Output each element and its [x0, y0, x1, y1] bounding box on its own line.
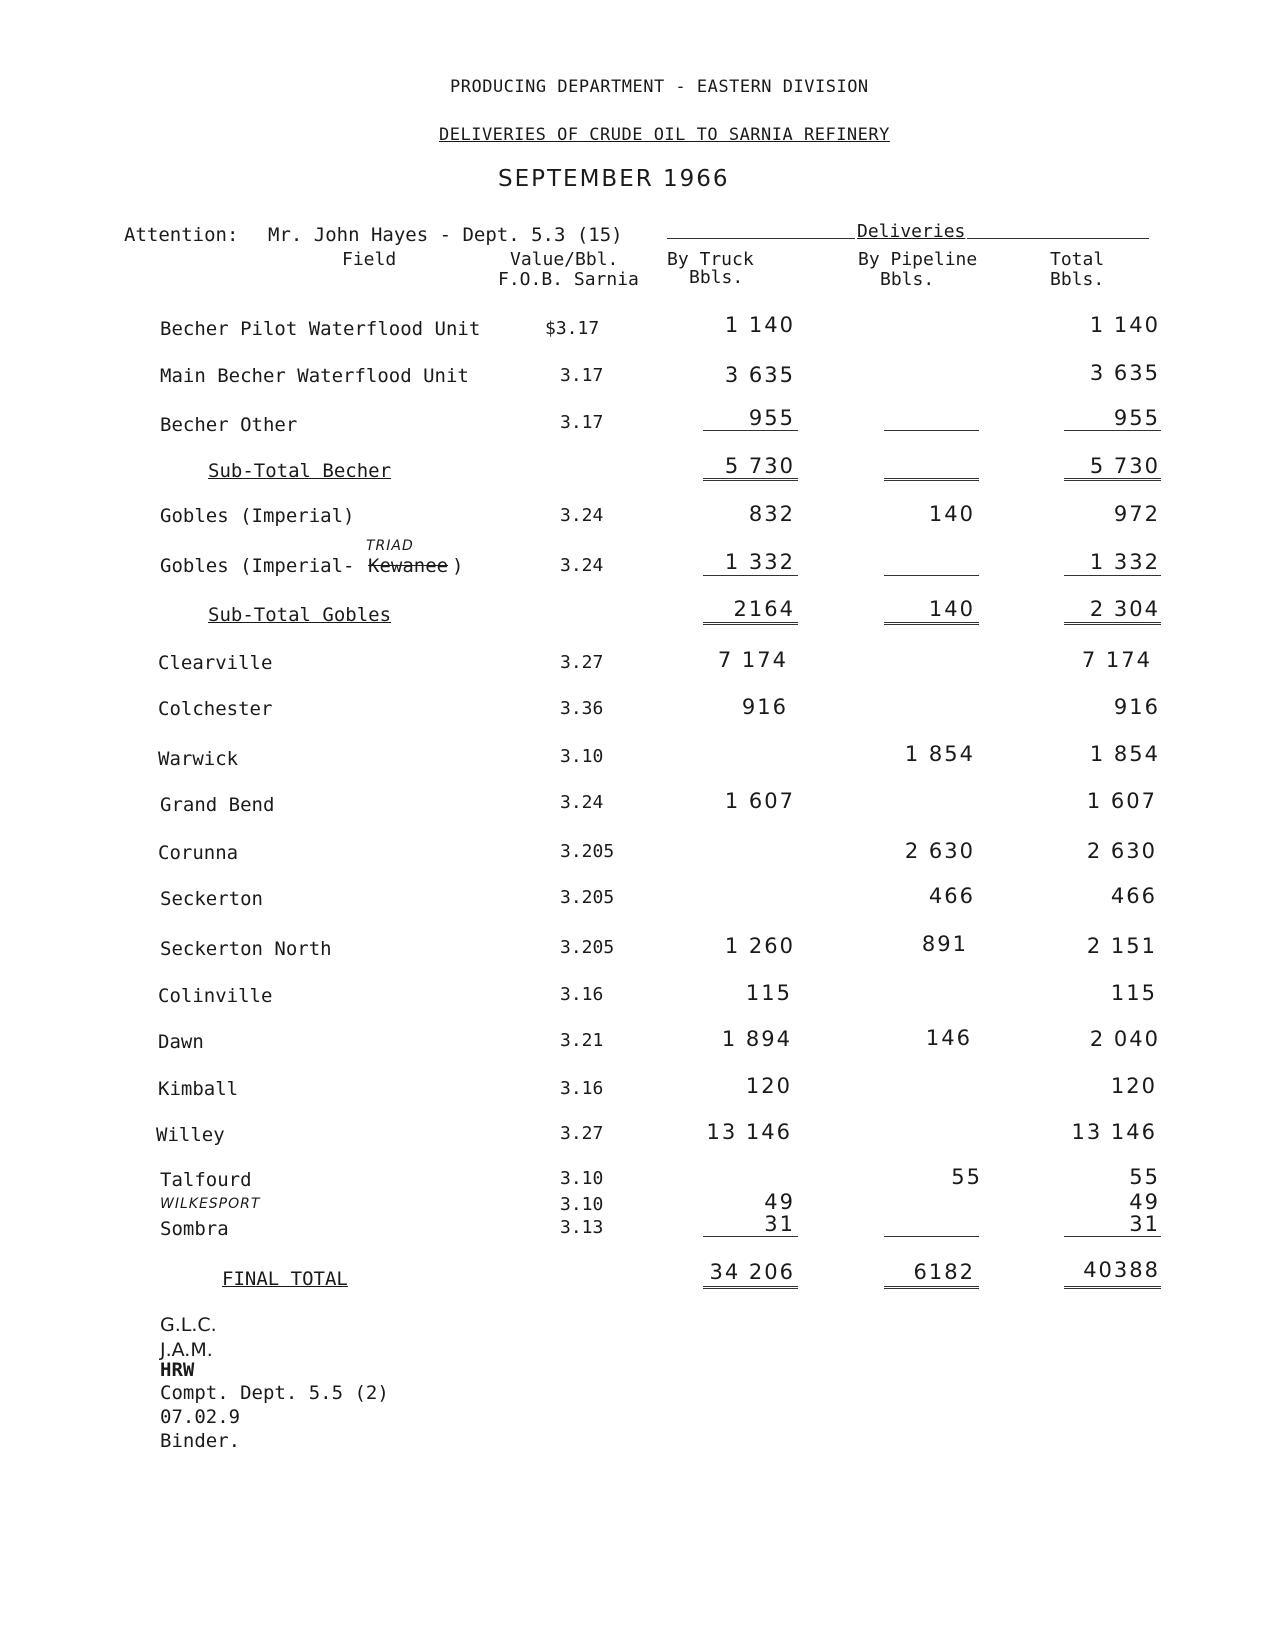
- row-total: 49: [1129, 1190, 1160, 1214]
- distribution-dept: Compt. Dept. 5.5 (2): [160, 1382, 389, 1404]
- total-column-header-line2: Bbls.: [1050, 269, 1105, 290]
- distribution-initials: J.A.M.: [160, 1339, 213, 1361]
- row-total: 955: [1113, 406, 1160, 430]
- row-total: 13 146: [1071, 1120, 1157, 1144]
- row-pipeline: 1 854: [904, 742, 975, 766]
- row-pipeline: 146: [925, 1026, 972, 1050]
- row-truck: 1 607: [724, 789, 795, 813]
- row-price: 3.10: [560, 1168, 604, 1189]
- subtotal-double-rule: [703, 622, 798, 625]
- row-total: 115: [1110, 981, 1157, 1005]
- subtotal-truck: 5 730: [724, 454, 795, 478]
- distribution-initials: HRW: [160, 1359, 195, 1381]
- row-truck: 3 635: [724, 363, 795, 387]
- attention-label: Attention:: [124, 224, 239, 246]
- row-field: Warwick: [158, 748, 239, 770]
- distribution-initials: G.L.C.: [160, 1314, 217, 1336]
- distribution-binder: Binder.: [160, 1430, 241, 1452]
- row-total: 916: [1113, 695, 1160, 719]
- row-pipeline: 466: [928, 884, 975, 908]
- row-field: Gobles (Imperial-: [160, 555, 355, 577]
- subtotal-double-rule: [1064, 478, 1161, 481]
- row-price: 3.27: [560, 1123, 604, 1144]
- total-rule: [884, 1236, 979, 1237]
- row-truck: 1 332: [724, 550, 795, 574]
- row-total: 1 140: [1089, 313, 1160, 337]
- deliveries-heading: Deliveries: [857, 221, 966, 242]
- total-rule: [1064, 1236, 1161, 1237]
- row-field: Clearville: [158, 652, 273, 674]
- value-column-header-line2: F.O.B. Sarnia: [498, 269, 639, 290]
- truck-column-header-line1: By Truck: [667, 249, 754, 270]
- row-truck: 13 146: [706, 1120, 792, 1144]
- row-pipeline: 891: [921, 932, 968, 956]
- row-price: 3.205: [560, 937, 615, 958]
- row-field: Dawn: [158, 1031, 204, 1053]
- row-total: 972: [1113, 502, 1160, 526]
- distribution-file-code: 07.02.9: [160, 1406, 241, 1428]
- row-field: Talfourd: [160, 1169, 252, 1191]
- row-field: Becher Pilot Waterflood Unit: [160, 318, 481, 340]
- row-price: 3.10: [560, 1194, 604, 1215]
- subtotal-total: 5 730: [1089, 454, 1160, 478]
- pipeline-column-header-line1: By Pipeline: [858, 249, 978, 270]
- total-rule: [703, 1236, 798, 1237]
- row-field: Colinville: [158, 985, 273, 1007]
- subtotal-double-rule: [884, 478, 979, 481]
- row-truck: 955: [748, 406, 795, 430]
- field-column-header: Field: [342, 249, 397, 270]
- handwritten-correction: TRIAD: [366, 538, 414, 554]
- pipeline-column-header-line2: Bbls.: [880, 269, 935, 290]
- row-truck: 1 140: [724, 313, 795, 337]
- row-total: 1 607: [1086, 789, 1157, 813]
- row-total: 2 151: [1086, 934, 1157, 958]
- subtotal-total: 2 304: [1089, 597, 1160, 621]
- row-total: 55: [1129, 1165, 1160, 1189]
- subtotal-label: Sub-Total Gobles: [208, 604, 392, 626]
- row-total: 1 854: [1089, 742, 1160, 766]
- row-truck: 7 174: [717, 648, 788, 672]
- subtotal-rule: [884, 575, 979, 576]
- row-price: 3.205: [560, 887, 615, 908]
- row-total: 1 332: [1089, 550, 1160, 574]
- subtotal-double-rule: [1064, 622, 1161, 625]
- row-price: 3.27: [560, 652, 604, 673]
- final-total-total: 40388: [1083, 1258, 1160, 1282]
- row-field: Colchester: [158, 698, 273, 720]
- row-truck: 916: [741, 695, 788, 719]
- row-price: 3.10: [560, 746, 604, 767]
- row-price: 3.24: [560, 505, 604, 526]
- row-truck: 49: [764, 1190, 795, 1214]
- subtotal-double-rule: [703, 478, 798, 481]
- subtotal-rule: [703, 575, 798, 576]
- row-pipeline: 2 630: [904, 839, 975, 863]
- row-field-handwritten: WILKESPORT: [160, 1196, 261, 1212]
- period-heading: SEPTEMBER 1966: [498, 166, 730, 192]
- row-price: 3.13: [560, 1217, 604, 1238]
- row-price: 3.17: [560, 412, 604, 433]
- row-field: Gobles (Imperial): [160, 505, 355, 527]
- final-total-truck: 34 206: [709, 1260, 795, 1284]
- subtotal-label: Sub-Total Becher: [208, 460, 392, 482]
- subtotal-pipeline: 140: [928, 597, 975, 621]
- row-pipeline: 55: [951, 1165, 982, 1189]
- row-truck: 115: [745, 981, 792, 1005]
- row-total: 3 635: [1089, 361, 1160, 385]
- document-title: DELIVERIES OF CRUDE OIL TO SARNIA REFINERY: [439, 125, 890, 145]
- subtotal-rule: [1064, 430, 1161, 431]
- row-total: 120: [1110, 1074, 1157, 1098]
- row-field: Becher Other: [160, 414, 298, 436]
- row-price: 3.24: [560, 792, 604, 813]
- row-total: 31: [1129, 1212, 1160, 1236]
- row-truck: 120: [745, 1074, 792, 1098]
- department-heading: PRODUCING DEPARTMENT - EASTERN DIVISION: [450, 77, 869, 97]
- row-field: Willey: [156, 1124, 225, 1146]
- row-price: 3.16: [560, 984, 604, 1005]
- struck-operator-name: Kewanee: [368, 555, 449, 577]
- closing-paren: ): [452, 555, 464, 577]
- row-total: 7 174: [1081, 648, 1152, 672]
- row-truck: 31: [764, 1212, 795, 1236]
- row-total: 2 630: [1086, 839, 1157, 863]
- subtotal-rule: [703, 430, 798, 431]
- row-total: 2 040: [1089, 1027, 1160, 1051]
- total-column-header-line1: Total: [1050, 249, 1105, 270]
- subtotal-truck: 2164: [733, 597, 795, 621]
- final-total-double-rule: [703, 1286, 798, 1289]
- subtotal-double-rule: [884, 622, 979, 625]
- row-price: $3.17: [545, 318, 600, 339]
- final-total-double-rule: [1064, 1286, 1161, 1289]
- final-total-pipeline: 6182: [913, 1260, 975, 1284]
- attention-recipient: Mr. John Hayes - Dept. 5.3 (15): [268, 224, 623, 246]
- row-field: Kimball: [158, 1078, 239, 1100]
- row-price: 3.17: [560, 365, 604, 386]
- row-truck: 832: [748, 502, 795, 526]
- row-truck: 1 894: [721, 1027, 792, 1051]
- final-total-label: FINAL TOTAL: [222, 1268, 348, 1290]
- row-truck: 1 260: [724, 934, 795, 958]
- row-price: 3.21: [560, 1030, 604, 1051]
- subtotal-rule: [1064, 575, 1161, 576]
- row-field: Grand Bend: [160, 794, 275, 816]
- row-price: 3.36: [560, 698, 604, 719]
- row-field: Seckerton North: [160, 938, 332, 960]
- row-field: Corunna: [158, 842, 239, 864]
- row-price: 3.16: [560, 1078, 604, 1099]
- row-field: Seckerton: [160, 888, 263, 910]
- row-total: 466: [1110, 884, 1157, 908]
- final-total-double-rule: [884, 1286, 979, 1289]
- row-pipeline: 140: [928, 502, 975, 526]
- value-column-header-line1: Value/Bbl.: [510, 249, 619, 270]
- row-price: 3.205: [560, 841, 615, 862]
- row-field: Main Becher Waterflood Unit: [160, 365, 469, 387]
- row-price: 3.24: [560, 555, 604, 576]
- truck-column-header-line2: Bbls.: [689, 267, 744, 288]
- row-field: Sombra: [160, 1218, 229, 1240]
- subtotal-rule: [884, 430, 979, 431]
